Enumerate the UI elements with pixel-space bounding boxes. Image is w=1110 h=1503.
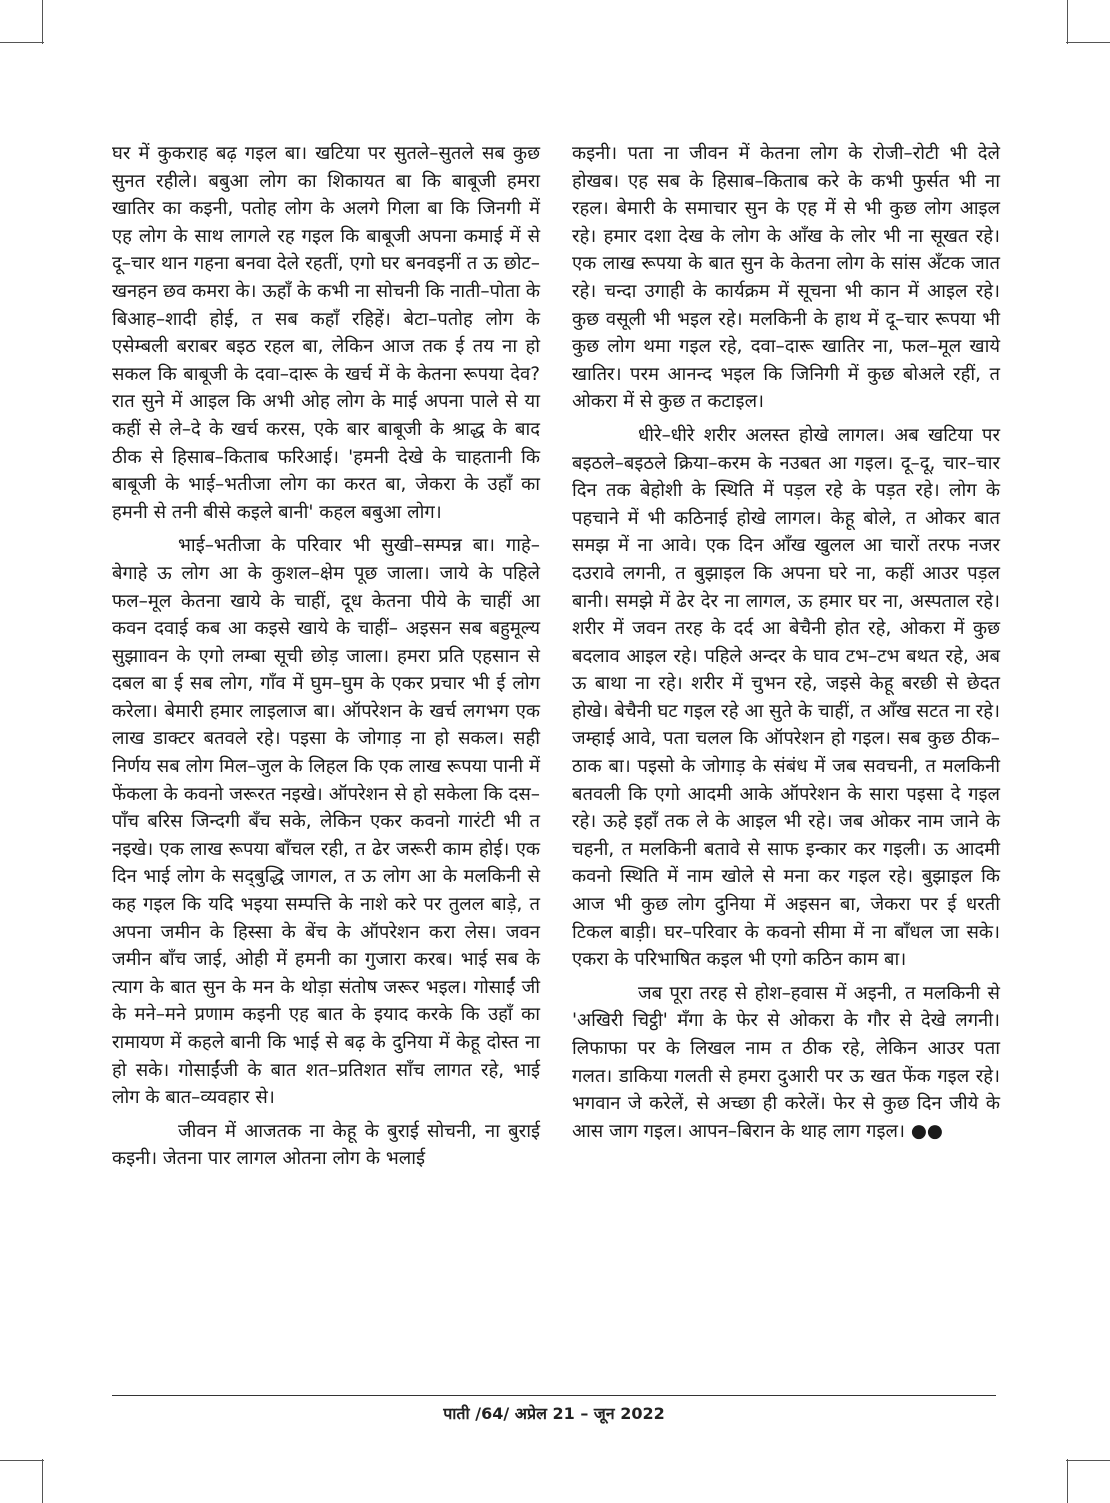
paragraph: धीरे–धीरे शरीर अलस्त होखे लागल। अब खटिया पर बइठले–बइठले क्रिया–करम के नउबत आ गइल। दू–दू, चार–चार दिन तक बेहोशी के स्थिति में पड़ल रहे के पड़त रहे। लोग के पहचाने में भी कठिनाई होखे लागल। केहू बोले, त ओकर बात समझ में ना आवे। एक दिन आँख खुलल आ चारों तरफ नजर दउरावे लगनी, त बुझाइल कि अपना घरे ना, कहीं आउर पड़ल बानी। समझे में ढेर देर ना लागल, ऊ हमार घर ना, अस्पताल रहे। शरीर में जवन तरह के दर्द आ बेचैनी होत रहे, ओकरा में कुछ बदलाव आइल रहे। पहिले अन्दर के घाव टभ–टभ बथत रहे, अब ऊ बाथा ना रहे। शरीर में चुभन रहे, जइसे केहू बरछी से छेदत होखे। बेचैनी घट गइल रहे आ सुते के चाहीं, त आँख सटत ना रहे। जम्हाई आवे, पता चलल कि ऑपरेशन हो गइल। सब कुछ ठीक–ठाक बा। पइसो के जोगाड़ के संबंध में जब सवचनी, त मलकिनी बतवली कि एगो आदमी आके ऑपरेशन के सारा पइसा दे गइल रहे। ऊहे इहाँ तक ले के आइल भी रहे। जब ओकर नाम जाने के चहनी, त मलकिनी बतावे से साफ इन्कार कर गइली। ऊ आदमी कवनो स्थिति में नाम खोले से मना कर गइल रहे। बुझाइल कि आज भी कुछ लोग दुनिया में अइसन बा, जेकरा पर ई धरती टिकल बाड़ी। घर–परिवार के कवनो सीमा में ना बाँधल जा सके। एकरा के परिभाषित कइल भी एगो कठिन काम बा। [572,424,1000,971]
right-column [572,140,1000,1151]
paragraph: कइनी। पता ना जीवन में केतना लोग के रोजी–रोटी भी देले होखब। एह सब के हिसाब–किताब करे के कभी फुर्सत भी ना रहल। बेमारी के समाचार सुन के एह में से भी कुछ लोग आइल रहे। हमार दशा देख के लोग के आँख के लोर भी ना सूखत रहे। एक लाख रूपया के बात सुन के केतना लोग के सांस अँटक जात रहे। चन्दा उगाही के कार्यक्रम में सूचना भी कान में आइल रहे। कुछ वसूली भी भइल रहे। मलकिनी के हाथ में दू–चार रूपया भी कुछ लोग थमा गइल रहे, दवा–दारू खातिर ना, फल–मूल खाये खातिर। परम आनन्द भइल कि जिनिगी में कुछ बोअले रहीं, त ओकरा में से कुछ त कटाइल। [572,143,1000,413]
paragraph: भाई–भतीजा के परिवार भी सुखी–सम्पन्न बा। गाहे–बेगाहे ऊ लोग आ के कुशल–क्षेम पूछ जाला। जाये के पहिले फल–मूल केतना खाये के चाहीं, दूध केतना पीये के चाहीं आ कवन दवाई कब आ कइसे खाये के चाहीं– अइसन सब बहुमूल्य सुझाावन के एगो लम्बा सूची छोड़ जाला। हमरा प्रति एहसान से दबल बा ई सब लोग, गाँव में घुम–घुम के एकर प्रचार भी ई लोग करेला। बेमारी हमार लाइलाज बा। ऑपरेशन के खर्च लगभग एक लाख डाक्टर बतवले रहे। पइसा के जोगाड़ ना हो सकल। सही निर्णय सब लोग मिल–जुल के लिहल कि एक लाख रूपया पानी में फेंकला के कवनो जरूरत नइखे। ऑपरेशन से हो सकेला कि दस–पाँच बरिस जिन्दगी बँच सके, लेकिन एकर कवनो गारंटी भी त नइखे। एक लाख रूपया बाँचल रही, त ढेर जरूरी काम होई। एक दिन भाई लोग के सद्‌बुद्धि जागल, त ऊ लोग आ के मलकिनी से कह गइल कि यदि भइया सम्पत्ति के नाशे करे पर तुलल बाड़े, त अपना जमीन के हिस्सा के बेंच के ऑपरेशन करा लेस। जवन जमीन बाँच जाई, ओही में हमनी का गुजारा करब। भाई सब के त्याग के बात सुन के मन के थोड़ा संतोष जरूर भइल। गोसाईं जी के मने–मने प्रणाम कइनी एह बात के इयाद करके कि उहाँ का रामायण में कहले बानी कि भाई से बढ़ के दुनिया में केहू दोस्त ना हो सके। गोसाईंजी के बात शत–प्रतिशत साँच लागत रहे, भाई लोग के बात–व्यवहार से। [112,535,540,1109]
crop-mark [0,42,44,43]
footer-rule [112,1395,996,1396]
crop-mark [0,1460,44,1461]
crop-mark [1066,1460,1110,1461]
end-mark: ●● [910,1120,943,1142]
paragraph-text: जब पूरा तरह से होश–हवास में अइनी, त मलकिनी से 'अखिरी चिट्ठी' मँगा के फेर से ओकरा के गौर से देखे लगनी। लिफाफा पर के लिखल नाम त ठीक रहे, लेकिन आउर पता गलत। डाकिया गलती से हमरा दुआरी पर ऊ खत फेंक गइल रहे। भगवान जे करेलें, से अच्छा ही करेलें। फेर से कुछ दिन जीये के आस जाग गइल। आपन–बिरान के थाह लाग गइल। [572,982,1000,1142]
paragraph: जीवन में आजतक ना केहू के बुराई सोचनी, ना बुराई कइनी। जेतना पार लागल ओतना लोग के भलाई [112,1120,540,1170]
crop-mark [42,0,43,44]
page-folio: पाती /64/ अप्रेल 21 – जून 2022 [443,1404,665,1423]
left-column [112,140,540,1179]
paragraph [572,980,1000,1146]
crop-mark [42,1459,43,1503]
crop-mark [1066,42,1110,43]
crop-mark [1067,0,1068,44]
paragraph: घर में कुकराह बढ़ गइल बा। खटिया पर सुतले–सुतले सब कुछ सुनत रहीले। बबुआ लोग का शिकायत बा कि बाबूजी हमरा खातिर का कइनी, पतोह लोग के अलगे गिला बा कि जिनगी में एह लोग के साथ लागले रह गइल कि बाबूजी अपना कमाई में से दू–चार थान गहना बनवा देले रहतीं, एगो घर बनवइनीं त ऊ छोट–खनहन छव कमरा के। ऊहाँ के कभी ना सोचनी कि नाती–पोता के बिआह–शादी होई, त सब कहाँ रहिहें। बेटा–पतोह लोग के एसेम्बली बराबर बइठ रहल बा, लेकिन आज तक ई तय ना हो सकल कि बाबूजी के दवा–दारू के खर्च में के केतना रूपया देव? रात सुने में आइल कि अभी ओह लोग के माई अपना पाले से या कहीं से ले–दे के खर्च करस, एके बार बाबूजी के श्राद्ध के बाद ठीक से हिसाब–किताब फरिआई। 'हमनी देखे के चाहतानी कि बाबूजी के भाई–भतीजा लोग का करत बा, जेकरा के उहाँ का हमनी से तनी बीसे कइले बानी' कहल बबुआ लोग। [112,143,540,523]
crop-mark [1067,1459,1068,1503]
